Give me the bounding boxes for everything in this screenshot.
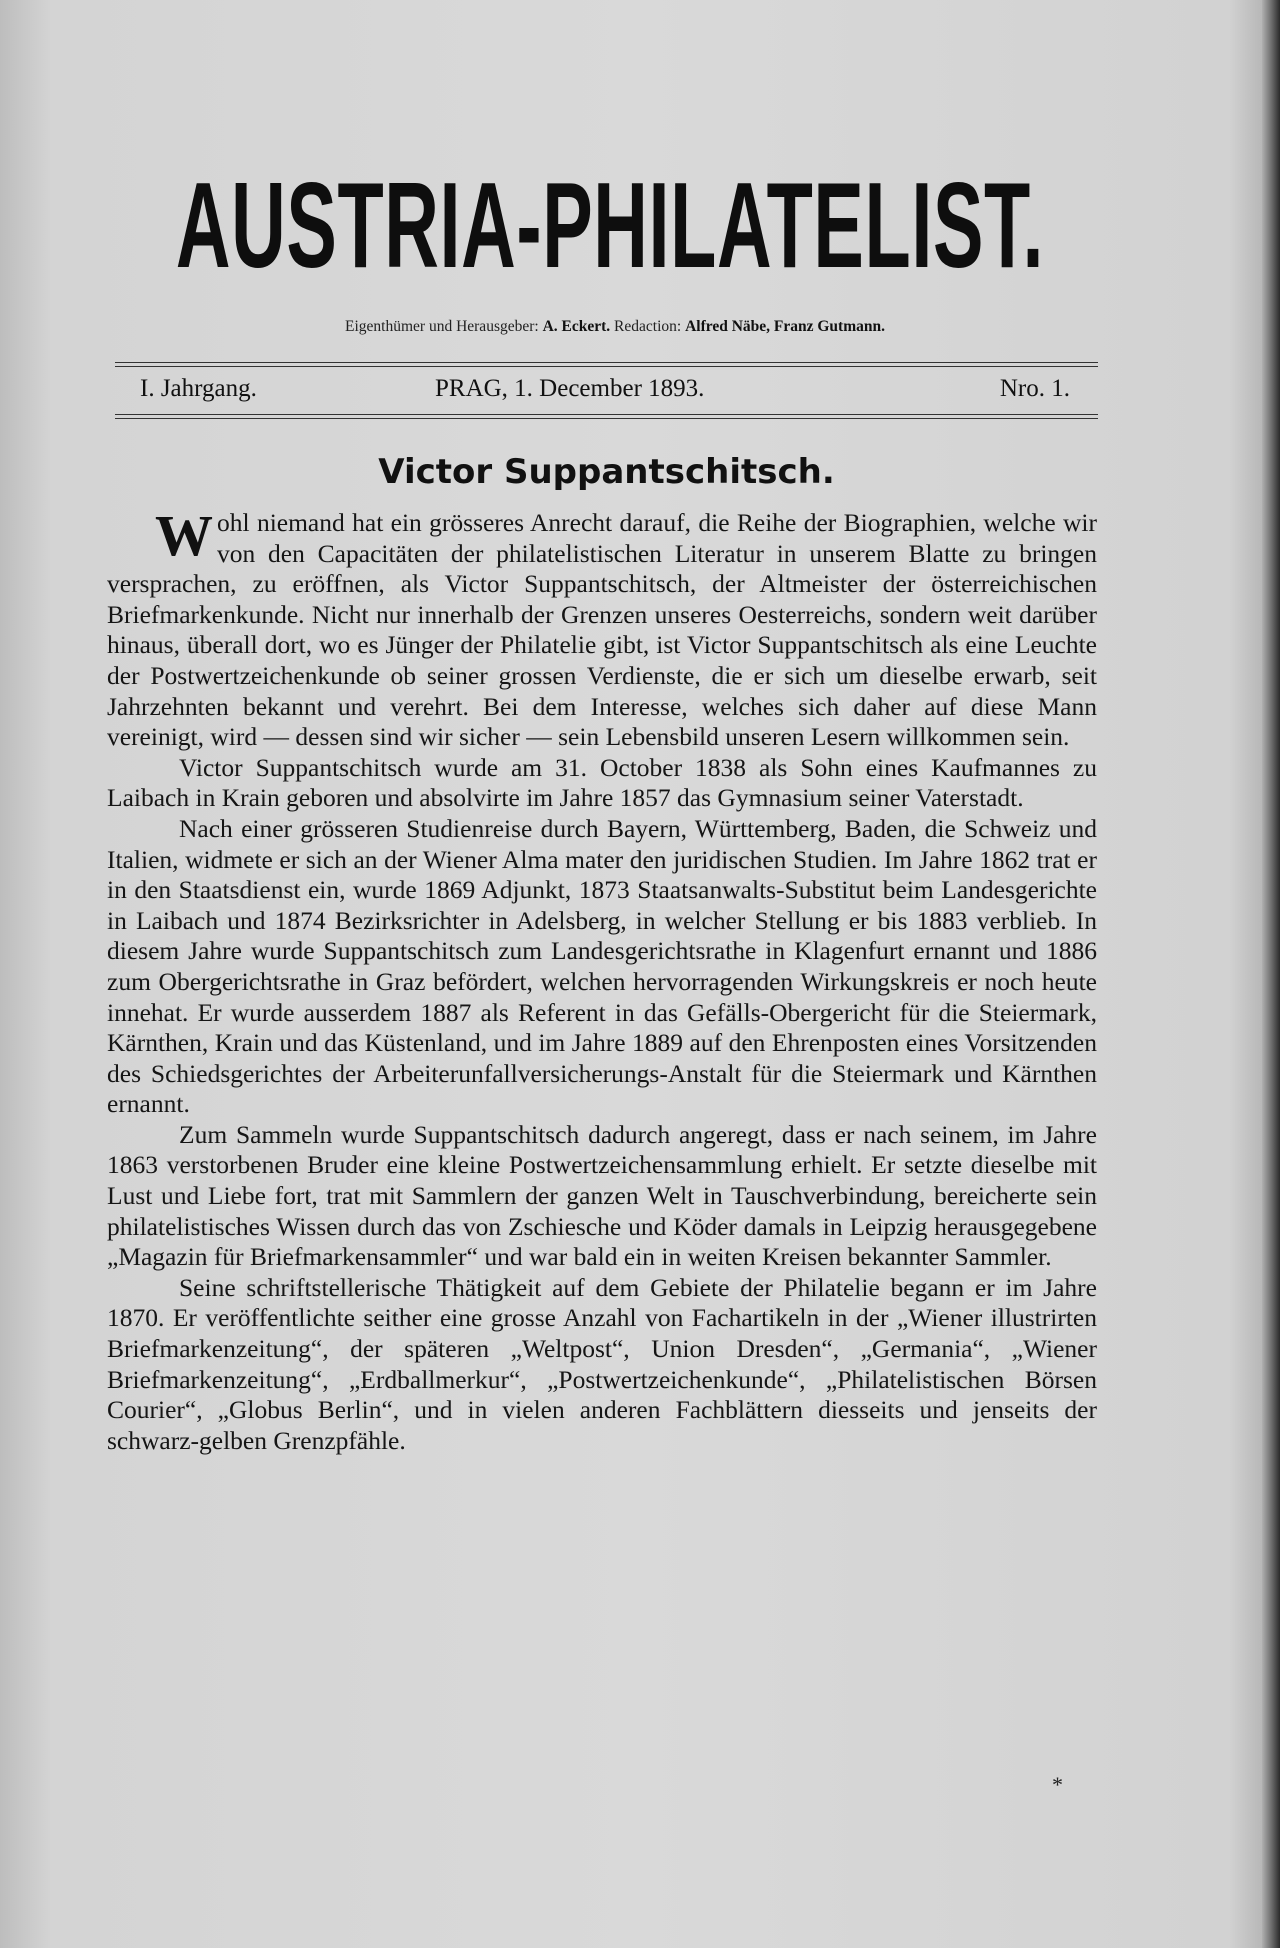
article-title: Victor Suppantschitsch. bbox=[378, 452, 835, 492]
place-date: PRAG, 1. December 1893. bbox=[435, 375, 705, 402]
top-rule-thin bbox=[115, 366, 1098, 367]
owner-label: Eigenthümer und Herausgeber: bbox=[345, 318, 539, 335]
owner-name: A. Eckert. bbox=[542, 318, 611, 335]
bottom-rule-thin bbox=[115, 418, 1098, 419]
paragraph-4: Zum Sammeln wurde Suppantschitsch dadurch angeregt, dass er nach seinem, im Jahre 1863 verstorbenen Bruder eine kleine Postwertzeichensammlung erhielt. Er setzte dieselbe mit Lust und Liebe fort, trat mit Sammlern der ganzen Welt in Tauschverbindung, bereicherte sein philatelistisches Wissen durch das von Zschiesche und Köder damals in Leipzig herausgegebene „Magazin für Briefmarkensammler“ und war bald ein in weiten Kreisen bekannter Sammler. bbox=[107, 1119, 1097, 1272]
paragraph-3: Nach einer grösseren Studienreise durch Bayern, Württemberg, Baden, die Schweiz und Italien, widmete er sich an der Wiener Alma mater den juridischen Studien. Im Jahre 1862 trat er in den Staatsdienst ein, wurde 1869 Adjunkt, 1873 Staatsanwalts-Substitut beim Landesgerichte in Laibach und 1874 Bezirksrichter in Adelsberg, in welcher Stellung er bis 1883 verblieb. In diesem Jahre wurde Suppantschitsch zum Landesgerichtsrathe in Klagenfurt ernannt und 1886 zum Obergerichtsrathe in Graz befördert, welchen hervorragenden Wirkungskreis er noch heute innehat. Er wurde ausserdem 1887 als Referent in das Gefälls-Obergericht für die Steiermark, Kärnthen, Krain und das Küstenland, und im Jahre 1889 auf den Ehrenposten eines Vorsitzenden des Schiedsgerichtes der Arbeiterunfallversicherungs-Anstalt für die Steiermark und Kärnthen ernannt. bbox=[107, 813, 1097, 1119]
issue-number: Nro. 1. bbox=[999, 375, 1070, 402]
bottom-rule bbox=[115, 414, 1098, 415]
book-spine-shadow bbox=[1262, 0, 1280, 1948]
drop-cap-initial: W bbox=[155, 503, 213, 568]
volume-label: I. Jahrgang. bbox=[140, 375, 257, 402]
masthead-title: AUSTRIA-PHILATELIST. bbox=[175, 157, 1045, 293]
continuation-mark: * bbox=[1052, 1772, 1063, 1797]
paragraph-5: Seine schriftstellerische Thätigkeit auf dem Gebiete der Philatelie begann er im Jahre 1870. Er veröffentlichte seither eine grosse Anzahl von Fachartikeln in der „Wiener illustrirten Briefmarkenzeitung“, der späteren „Weltpost“, Union Dresden“, „Germania“, „Wiener Briefmarkenzeitung“, „Erdballmerkur“, „Postwertzeichenkunde“, „Philatelistischen Börsen Courier“, „Globus Berlin“, und in vielen anderen Fachblättern diesseits und jenseits der schwarz-gelben Grenzpfähle. bbox=[107, 1272, 1097, 1455]
issue-info-row bbox=[140, 372, 1070, 406]
editor-names: Alfred Näbe, Franz Gutmann. bbox=[685, 318, 885, 335]
paragraph-1 bbox=[107, 503, 1097, 753]
paragraph-1-text: ohl niemand hat ein grösseres Anrecht darauf, die Reihe der Biographien, welche wir von den Capacitäten der philatelistischen Literatur in unserem Blatte zu bringen versprachen, zu eröffnen, als Victor Suppantschitsch, der Altmeister der österreichischen Briefmarkenkunde. Nicht nur innerhalb der Grenzen unseres Oesterreichs, sondern weit darüber hinaus, überall dort, wo es Jünger der Philatelie gibt, ist Victor Suppantschitsch als eine Leuchte der Postwertzeichenkunde ob seiner grossen Verdienste, die er sich um dieselbe erwarb, seit Jahrzehnten bekannt und verehrt. Bei dem Interesse, welches sich daher auf diese Mann vereinigt, wird — dessen sind wir sicher — sein Lebensbild unseren Lesern willkommen sein. bbox=[107, 508, 1097, 752]
publisher-line bbox=[150, 318, 1080, 336]
article-body bbox=[107, 503, 1097, 1456]
editor-label: Redaction: bbox=[614, 318, 682, 335]
paragraph-2: Victor Suppantschitsch wurde am 31. October 1838 als Sohn eines Kaufmannes zu Laibach in Krain geboren und absolvirte im Jahre 1857 das Gymnasium seiner Vaterstadt. bbox=[107, 752, 1097, 813]
top-rule bbox=[115, 362, 1098, 363]
